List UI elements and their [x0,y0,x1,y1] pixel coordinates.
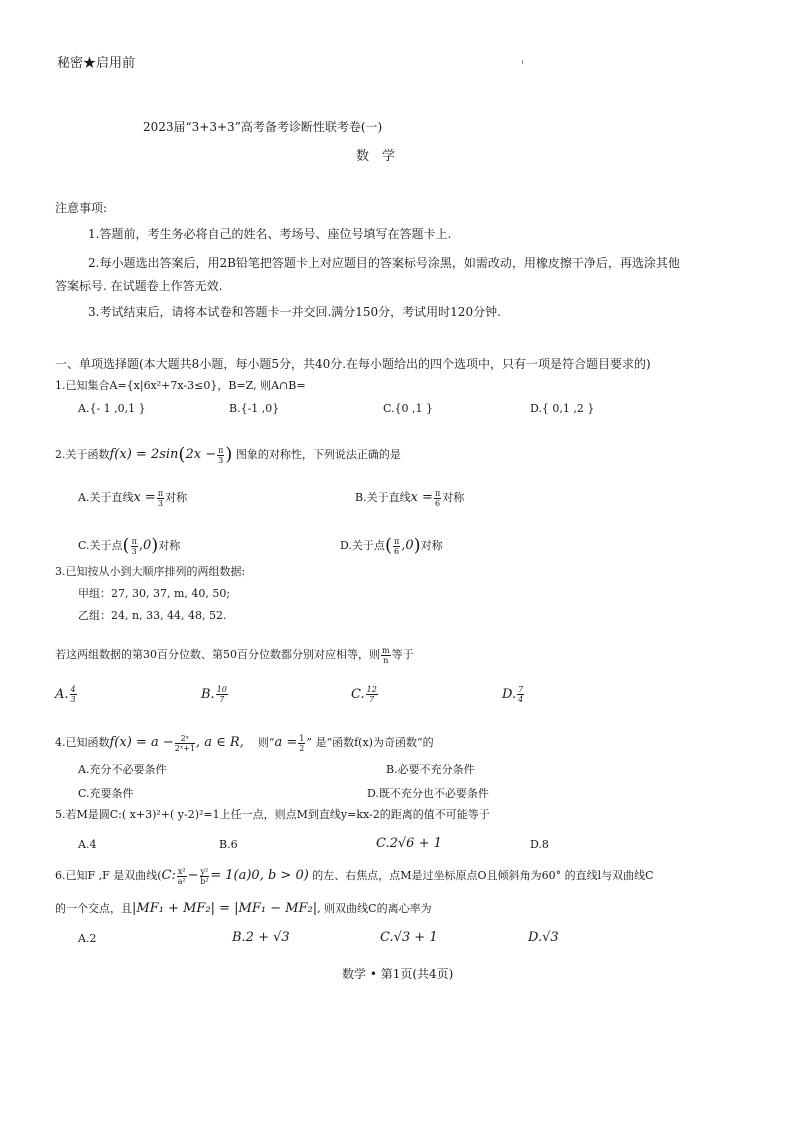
q3-condition: 若这两组数据的第30百分位数、第50百分位数都分别对应相等，则 $\frac{m}{n}$ 等于 [55,645,414,665]
q4-option-b: B.必要不充分条件 [386,763,475,776]
q1-option-c: C.{0 ,1 } [383,402,434,415]
q5-option-c: C.2√6 + 1 [376,836,442,851]
q3-option-c: C. $\frac{12}{7}$ [351,685,377,704]
subject-title: 数 学 [356,149,396,164]
q4-option-a: A.充分不必要条件 [78,763,167,776]
q5-option-b: B.6 [219,838,238,851]
q5-option-a: A.4 [78,838,97,851]
q6-option-d: D.√3 [528,930,559,945]
question-2-stem: 2.关于函数f(x) = 2sin(2x − $\frac{\pi}{3}$ ) 图象的对称性，下列说法正确的是 [55,444,401,465]
question-1-stem: 1.已知集合A={x|6x²+7x-3≤0}，B=Z, 则A∩B= [55,379,306,392]
notice-item: 答案标号. 在试题卷上作答无效. [55,279,223,293]
q3-group-2: 乙组：24, n, 33, 44, 48, 52. [78,609,227,622]
q4-option-c: C.充要条件 [78,787,134,800]
q6-option-b: B.2 + √3 [232,930,290,945]
q5-option-d: D.8 [530,838,549,851]
section-title: 一、单项选择题(本大题共8小题，每小题5分，共40分.在每小题给出的四个选项中，只有一项是符合题目要求的) [55,357,651,371]
q2-option-c: C.关于点( $\frac{\pi}{3}$ ,0)对称 [78,535,181,556]
question-6-stem: 6.已知F ,F 是双曲线(C: $\frac{\text{x²}}{\text{a²}}$ − $\frac{\text{y²}}{\text{b²}}$ = 1(a)0, b > 0) 的左、右焦点，点M是过坐标原点O且倾斜角为60° 的直线l与双曲线C [55,866,654,886]
exam-title: 2023届“3+3+3”高考备考诊断性联考卷(一) [143,120,383,134]
q2-option-b: B.关于直线x = $\frac{\pi}{6}$ 对称 [355,488,465,508]
q3-option-a: A. $\frac{4}{3}$ [55,685,76,704]
q1-option-b: B.{-1 ,0} [229,402,280,415]
q1-option-a: A.{- 1 ,0,1 } [78,402,146,415]
question-5-stem: 5.若M是圆C:( x+3)²+( y-2)²=1上任一点，则点M到直线y=kx-2的距离的值不可能等于 [55,808,490,821]
notice-item: 1.答题前，考生务必将自己的姓名、考场号、座位号填写在答题卡上. [88,227,452,241]
q2-inner: 2x − [185,447,217,462]
notice-item: 3.考试结束后，请将本试卷和答题卡一并交回.满分150分，考试用时120分钟. [88,305,501,319]
secret-label: 秘密★启用前 [57,56,136,71]
q2-function: f(x) = 2sin [109,447,179,462]
q2-option-a: A.关于直线x = $\frac{\pi}{3}$ 对称 [78,488,188,508]
q1-option-d: D.{ 0,1 ,2 } [530,402,595,415]
q6-option-c: C.√3 + 1 [380,930,438,945]
q4-option-d: D.既不充分也不必要条件 [367,787,489,800]
scan-mark [522,60,523,64]
q6-vector-expression: |MF₁ + MF₂| = |MF₁ − MF₂| [132,901,318,916]
q3-option-d: D. $\frac{7}{4}$ [502,685,524,704]
q3-group-1: 甲组：27, 30, 37, m, 40, 50; [78,587,231,600]
q2-option-d: D.关于点( $\frac{\pi}{6}$ ,0)对称 [340,535,443,556]
question-3-stem: 3.已知按从小到大顺序排列的两组数据: [55,565,246,578]
question-4-stem: 4.已知函数f(x) = a − $\frac{\text{2ˣ}}{\text{2ˣ+1}}$ , a ∈ R, 则“a = $\frac{1}{2}$ ” 是“函数f(x)为奇函数”的 [55,733,434,753]
q2-stem-pre: 2.关于函数 [55,448,110,461]
q2-fraction: $\frac{\pi}{3}$ [218,445,224,465]
q2-stem-post: 图象的对称性，下列说法正确的是 [235,448,401,461]
notice-title: 注意事项: [55,201,108,215]
q6-line-2: 的一个交点，且|MF₁ + MF₂| = |MF₁ − MF₂|, 则双曲线C的离心率为 [55,901,432,916]
q3-option-b: B. $\frac{10}{7}$ [201,685,227,704]
page-footer: 数学 • 第1页(共4页) [342,967,454,981]
notice-item: 2.每小题选出答案后，用2B铅笔把答题卡上对应题目的答案标号涂黑，如需改动，用橡皮擦干净后，再选涂其他 [88,256,680,270]
q6-option-a: A.2 [78,932,97,945]
